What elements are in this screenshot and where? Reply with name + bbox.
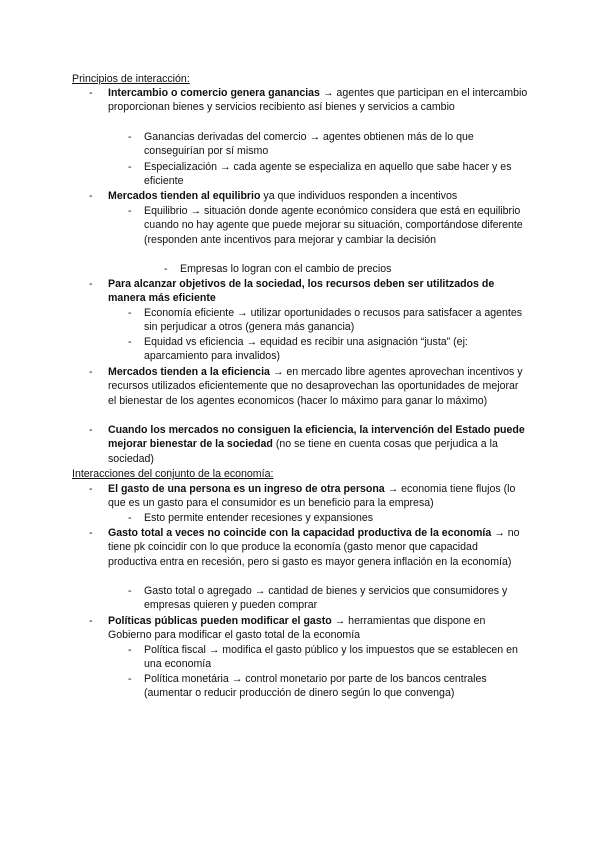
list-item (144, 643, 528, 672)
list-item (144, 306, 528, 335)
item-text: Gasto total o agregado → cantidad de bienes y servicios que consumidores y empresas quieren y pueden comprar (144, 585, 508, 612)
section-heading-principios: Principios de interacción: (72, 73, 190, 85)
item-bold-text: Gasto total a veces no coincide con la capacidad productiva de la economía (108, 527, 492, 539)
bullet-dash: - (128, 131, 132, 143)
bullet-dash: - (128, 673, 132, 685)
item-text: → no tiene pk coincidir con lo que produce la economía (gasto menor que capacidad productiva entra en recesión, pero si gasto es mayor genera inflación en la economía) (108, 527, 520, 568)
bullet-dash: - (89, 483, 93, 495)
bullet-dash: - (128, 644, 132, 656)
bullet-dash: - (128, 205, 132, 217)
list-item (180, 262, 528, 276)
list-item (108, 189, 528, 203)
item-bold-text: Mercados tienden a la eficiencia (108, 366, 270, 378)
list-item (108, 86, 528, 115)
bullet-dash: - (89, 366, 93, 378)
item-text: Ganancias derivadas del comercio → agentes obtienen más de lo que conseguirían por sí mismo (144, 131, 474, 158)
list-item (108, 365, 528, 408)
list-item (144, 584, 528, 613)
item-bold-text: Cuando los mercados no consiguen la eficiencia, la intervención del Estado puede mejorar bienestar de la sociedad (108, 424, 525, 451)
bullet-dash: - (89, 615, 93, 627)
list-item (144, 672, 528, 701)
list-item (144, 204, 528, 247)
list-item (108, 277, 528, 306)
bullet-dash: - (89, 190, 93, 202)
item-text: → agentes que participan en el intercambio proporcionan bienes y servicios recibiento así bienes y servicios a cambio (108, 87, 528, 114)
item-text: Empresas lo logran con el cambio de precios (180, 263, 392, 275)
item-text: → economia tiene flujos (lo que es un gasto para el consumidor es un beneficio para la empresa) (108, 483, 516, 510)
bullet-dash: - (89, 424, 93, 436)
item-text: → herramientas que dispone en Gobierno para modificar el gasto total de la economía (108, 615, 486, 642)
item-text: → en mercado libre agentes aprovechan incentivos y recursos utilizados eficientemente que no desaprovechan las oportunidades de mejorar el bienestar de los agentes economicos (hacer lo máximo para ganar lo máximo) (108, 366, 523, 407)
section-heading-interacciones: Interacciones del conjunto de la economía: (72, 468, 274, 480)
item-text: Política fiscal → modifica el gasto público y los impuestos que se establecen en una economía (144, 644, 518, 671)
list-item (144, 511, 528, 525)
item-text: Especialización → cada agente se especializa en aquello que sabe hacer y es eficiente (144, 161, 512, 188)
list-item (144, 335, 528, 364)
list-item (144, 130, 528, 159)
item-bold-text: El gasto de una persona es un ingreso de otra persona (108, 483, 385, 495)
bullet-dash: - (89, 527, 93, 539)
item-text: Equilibrio → situación donde agente económico considera que está en equilibrio cuando no hay agente que puede mejorar su situación, comportándose diferente (responden ante incentivos para mejorar y cambiar la decisión (144, 205, 523, 246)
bullet-dash: - (89, 87, 93, 99)
bullet-dash: - (128, 585, 132, 597)
list-item (108, 423, 528, 466)
item-bold-text: Mercados tienden al equilibrio (108, 190, 261, 202)
bullet-dash: - (128, 336, 132, 348)
list-item (108, 482, 528, 511)
bullet-dash: - (89, 278, 93, 290)
list-item (144, 160, 528, 189)
item-text: Equidad vs eficiencia → equidad es recibir una asignación “justa” (ej: aparcamiento para invalidos) (144, 336, 468, 363)
item-text: Política monetária → control monetario por parte de los bancos centrales (aumentar o reducir producción de dinero según lo que convenga) (144, 673, 487, 700)
item-text: Economía eficiente → utilizar oportunidades o recusos para satisfacer a agentes sin perjudicar a otros (genera más ganancia) (144, 307, 523, 334)
item-bold-text: Intercambio o comercio genera ganancias (108, 87, 320, 99)
item-text: Esto permite entender recesiones y expansiones (144, 512, 374, 524)
list-item (108, 614, 528, 643)
item-text: ya que individuos responden a incentivos (260, 190, 458, 202)
bullet-dash: - (128, 307, 132, 319)
item-bold-text: Políticas públicas pueden modificar el gasto (108, 615, 332, 627)
bullet-dash: - (164, 263, 168, 275)
item-text: (no se tiene en cuenta cosas que perjudica a la sociedad) (108, 438, 498, 465)
bullet-dash: - (128, 161, 132, 173)
bullet-dash: - (128, 512, 132, 524)
item-bold-text: Para alcanzar objetivos de la sociedad, los recursos deben ser utilitzados de manera más eficiente (108, 278, 495, 305)
list-item (108, 526, 528, 569)
